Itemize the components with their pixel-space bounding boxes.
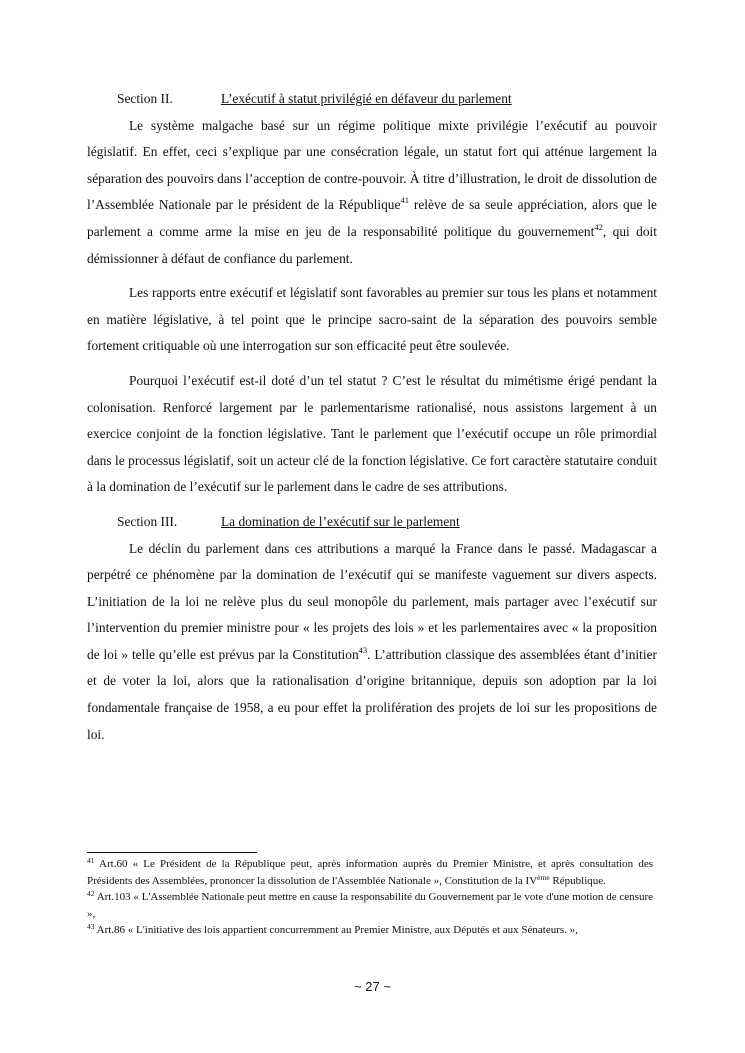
paragraph-text: Le déclin du parlement dans ces attributions a marqué la France dans le passé. Madagascar a perpétré ce phénomène par la domination de l’exécutif qui se manifeste vaguement sur divers aspects. L’initiation de la loi ne relève plus du seul monopôle du parlement, mais partager avec l’exécutif sur l’intervention du premier ministre pour « les projets des lois » et les parlementaires avec « la proposition de loi » telle qu’elle est prévus par la Constitution bbox=[87, 540, 657, 662]
section-2-heading bbox=[87, 86, 657, 113]
section-3-heading bbox=[87, 509, 657, 536]
footnote-text: Art.86 « L'initiative des lois appartient concurremment au Premier Ministre, aux Députés et aux Sénateurs. », bbox=[94, 924, 578, 937]
paragraph-text: . L’attribution classique des assemblées étant d’initier et de voter la loi, alors que la rationalisation d’origine britannique, depuis son adoption par la loi fondamentale française de 1958, a eu pour effet la prolifération des projets de loi sur les propositions de loi. bbox=[87, 646, 657, 742]
section-2-title: L’exécutif à statut privilégié en défaveur du parlement bbox=[221, 91, 512, 106]
footnote-superscript: ème bbox=[537, 872, 550, 882]
footnote-text: Art.60 « Le Président de la République peut, après information auprès du Premier Ministre, et après consultation des Présidents des Assemblées, prononcer la dissolution de l'Assemblée Nationale », Constitution de la IV bbox=[87, 858, 653, 887]
footnote-number: 43 bbox=[87, 922, 95, 932]
paragraph-text: relève de sa seule appréciation, alors que le parlement a comme arme la mise en jeu de la responsabilité politique du gouvernement bbox=[87, 197, 657, 239]
section-2-paragraph-2: Les rapports entre exécutif et législatif sont favorables au premier sur tous les plans et notamment en matière législative, à tel point que le principe sacro-saint de la séparation des pouvoirs semble fortement critiquable où une interrogation sur son efficacité peut être soulevée. bbox=[87, 285, 657, 354]
section-3-paragraph-1 bbox=[87, 536, 657, 749]
footnote-42 bbox=[87, 889, 653, 922]
section-3-title: La domination de l’exécutif sur le parlement bbox=[221, 513, 460, 529]
footnote-ref-42[interactable]: 42 bbox=[594, 221, 603, 232]
paragraph-text: , qui doit démissionner à défaut de confiance du parlement. bbox=[87, 223, 657, 266]
footnote-41 bbox=[87, 856, 653, 889]
page-number: ~ 27 ~ bbox=[354, 979, 391, 994]
paragraph-text: Le système malgache basé sur un régime politique mixte privilégie l’exécutif au pouvoir législatif. En effet, ceci s’explique par une consécration légale, un statut fort qui atténue largement la séparation des pouvoirs dans l’acception de contre-pouvoir. À titre d’illustration, le droit de dissolution de l’Assemblée Nationale par le président de la République bbox=[87, 117, 657, 213]
footnote-divider bbox=[87, 852, 257, 853]
section-2-paragraph-3: Pourquoi l’exécutif est-il doté d’un tel statut ? C’est le résultat du mimétisme érigé pendant la colonisation. Renforcé largement par le parlementarisme rationalisé, nous assistons largement à un exercice conjoint de la fonction législative. Tant le parlement que l’exécutif occupe un rôle primordial dans le processus législatif, soit un acteur clé de la fonction législative. Ce fort caractère statutaire conduit à la domination de l’exécutif sur le parlement dans le cadre de ses attributions. bbox=[87, 372, 657, 495]
footnote-43 bbox=[87, 922, 653, 939]
footnote-ref-43[interactable]: 43 bbox=[358, 644, 368, 655]
footnote-text: Art.103 « L'Assemblée Nationale peut mettre en cause la responsabilité du Gouvernement par le vote d'une motion de censure », bbox=[87, 891, 653, 920]
footnote-number: 41 bbox=[87, 856, 95, 865]
footnotes bbox=[87, 856, 653, 939]
footnote-number: 42 bbox=[87, 889, 95, 899]
footnote-ref-41[interactable]: 41 bbox=[400, 195, 409, 206]
footnote-text: République. bbox=[549, 874, 606, 887]
section-2-paragraph-1 bbox=[87, 113, 657, 273]
section-2-label: Section II. bbox=[117, 91, 173, 106]
main-text bbox=[87, 86, 657, 756]
section-3-label: Section III. bbox=[117, 513, 178, 529]
